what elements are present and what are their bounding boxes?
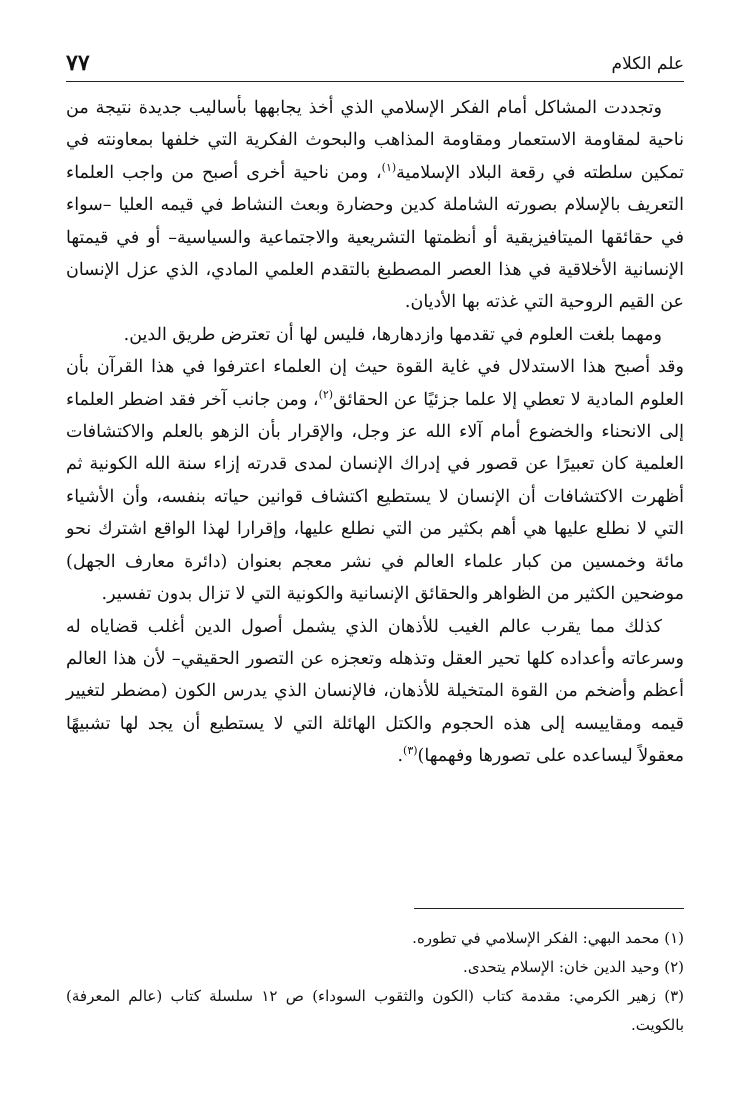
footnote-ref-3: (٣): [403, 744, 418, 758]
paragraph-3-part-b: ، ومن جانب آخر فقد اضطر العلماء إلى الانحناء والخضوع أمام آلاء الله عز وجل، والإقرار بأن الزهو بالعلم والاكتشافات العلمية كان تعبيرًا عن قصور في إدراك الإنسان لمدى قدرته إزاء سنة الله الكونية ثم أظهرت الاكتشافات أن الإنسان لا يستطيع اكتشاف قوانين حياته بنفسه، وأن الأشياء التي لا نطلع عليها هي أهم بكثير من التي نطلع عليها، وإقرارا لهذا الواقع اشترك نحو مائة وخمسين من كبار علماء العالم في نشر معجم بعنوان (دائرة معارف الجهل) موضحين الكثير من الظواهر والحقائق الإنسانية والكونية التي لا تزال بدون تفسير.: [66, 389, 684, 605]
footnote-separator: [414, 908, 684, 909]
paragraph-4-part-b: .: [397, 746, 404, 767]
header-rule: [66, 81, 684, 82]
running-title: علم الكلام: [611, 54, 684, 74]
paragraph-3: [66, 351, 684, 610]
paragraph-4-part-a: كذلك مما يقرب عالم الغيب للأذهان الذي يشمل أصول الدين أغلب قضاياه له وسرعاته وأعداده كلها تحير العقل وتذهله وتعجزه عن التصور الحقيقي– لأن هذا العالم أعظم وأضخم من القوة المتخيلة للأذهان، فالإنسان الذي يدرس الكون (مضطر لتغيير قيمه ومقاييسه إلى هذه الحجوم والكتل الهائلة التي لا يستطيع أن يجد لها تشبيهًا معقولاً ليساعده على تصورها وفهمها): [66, 616, 684, 767]
paragraph-2-text: ومهما بلغت العلوم في تقدمها وازدهارها، فليس لها أن تعترض طريق الدين.: [123, 324, 662, 345]
paragraph-1: [66, 92, 684, 319]
paragraph-2: [66, 319, 684, 351]
page-header: [66, 48, 684, 82]
footnotes: [66, 924, 684, 1040]
page-number: ٧٧: [66, 50, 90, 76]
footnote-2: (٢) وحيد الدين خان: الإسلام يتحدى.: [463, 958, 684, 976]
footnote-ref-1: (١): [381, 160, 397, 174]
paragraph-1-part-b: ، ومن ناحية أخرى أصبح من واجب العلماء التعريف بالإسلام بصورته الشاملة كدين وحضارة وبعث النشاط في قيمه العليا –سواء في حقائقها الميتافيزيقية أو أنظمتها التشريعية والاجتماعية والسياسية– أو في قيمتها الإنسانية الأخلاقية في هذا العصر المصطبغ بالتقدم العلمي المادي، الذي عزل الإنسان عن القيم الروحية التي غذته بها الأديان.: [66, 162, 684, 313]
footnote-ref-2: (٢): [318, 387, 334, 401]
paragraph-3-part-a: وقد أصبح هذا الاستدلال في غاية القوة حيث إن العلماء اعترفوا في هذا القرآن بأن العلوم المادية لا تعطي إلا علما جزئيًا عن الحقائق: [66, 357, 684, 410]
paragraph-4: [66, 611, 684, 773]
main-text: [66, 92, 684, 773]
paragraph-1-part-a: وتجددت المشاكل أمام الفكر الإسلامي الذي أخذ يجابهها بأساليب جديدة نتيجة من ناحية لمقاومة الاستعمار ومقاومة المذاهب والبحوث الفكرية التي خلفها بمعاونته في تمكين سلطته في رقعة البلاد الإسلامية: [66, 98, 684, 183]
footnote-3: (٣) زهير الكرمي: مقدمة كتاب (الكون والثقوب السوداء) ص ١٢ سلسلة كتاب (عالم المعرفة) بالكويت.: [66, 987, 684, 1034]
footnote-1: (١) محمد البهي: الفكر الإسلامي في تطوره.: [412, 929, 684, 947]
